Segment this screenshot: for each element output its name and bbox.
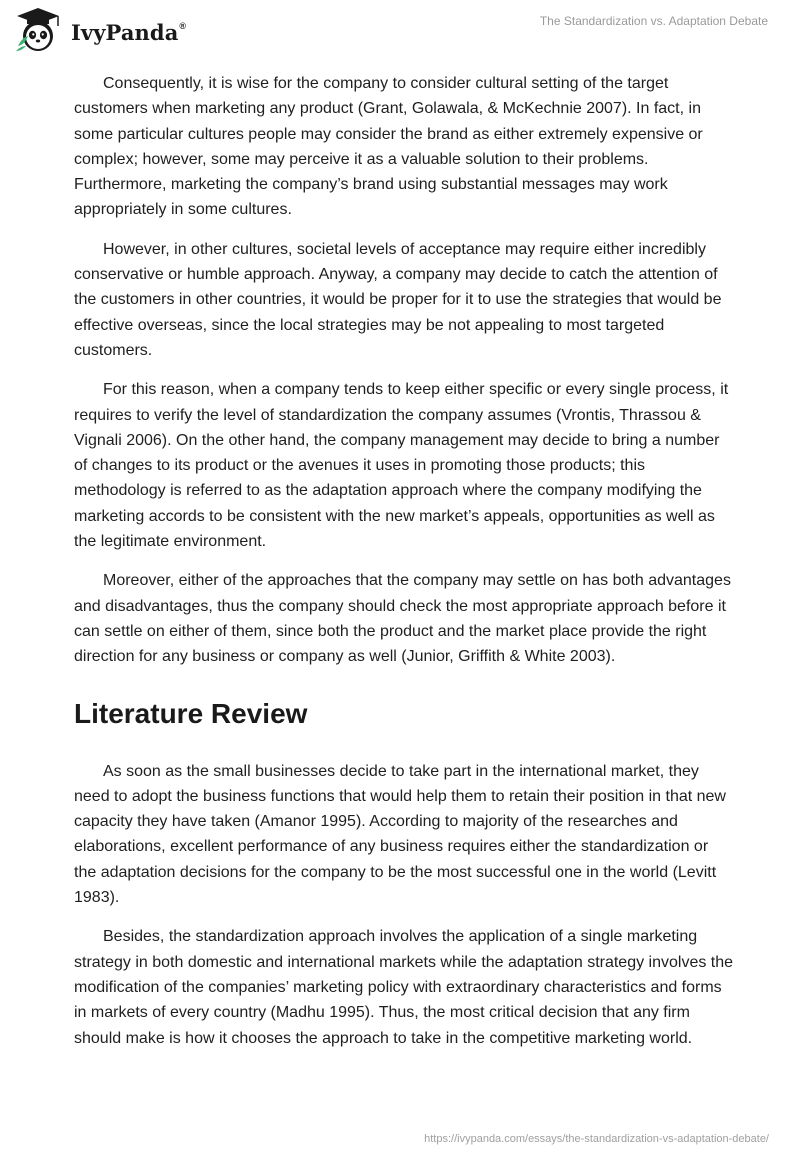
registered-mark: ® [179,20,187,31]
paragraph: Besides, the standardization approach involves the application of a single marketing strategy in both domestic and international markets while the adaptation strategy involves the modification of the companies’ marketing policy with extraordinary characteristics and forms in markets of every country (Madhu 1995). Thus, the most critical decision that any firm should make is how it chooses the approach to take in the competitive marketing world. [74,928,734,1047]
essay-body [74,71,734,1065]
brand-name: IvyPanda® [71,19,187,45]
document-title: The Standardization vs. Adaptation Debate [539,14,768,28]
ivypanda-logo[interactable] [14,6,186,54]
page-header [0,0,800,64]
paragraph: However, in other cultures, societal levels of acceptance may require either incredibly conservative or humble approach. Anyway, a company may decide to catch the attention of the customers in other countries, it would be proper for it to use the strategies that would be effective overseas, since the local strategies may be not appealing to most targeted customers. [74,240,722,359]
panda-graduate-icon [14,6,62,54]
paragraph: For this reason, when a company tends to keep either specific or every single process, it requires to verify the level of standardization the company assumes (Vrontis, Thrassou & Vignali 2006). On the other hand, the company management may decide to bring a number of changes to its product or the avenues it uses in promoting those products; this methodology is referred to as the adaptation approach where the company modifying the marketing accords to be consistent with the new market’s appeals, opportunities as well as the legitimate environment. [74,381,729,551]
paragraph: As soon as the small businesses decide to take part in the international market, they need to adopt the business functions that would help them to retain their position in that new capacity they have taken (Amanor 1995). According to majority of the researches and elaborations, excellent performance of any business requires either the standardization or the adaptation decisions for the company to be the most successful one in the world (Levitt 1983). [74,762,726,907]
section-heading-literature-review: Literature Review [74,697,308,729]
paragraph: Moreover, either of the approaches that the company may settle on has both advantages and disadvantages, thus the company should check the most appropriate approach before it can settle on either of them, since both the product and the market place provide the right direction for any business or company as well (Junior, Griffith & White 2003). [74,572,731,666]
paragraph: Consequently, it is wise for the company to consider cultural setting of the target customers when marketing any product (Grant, Golawala, & McKechnie 2007). In fact, in some particular cultures people may consider the brand as either extremely expensive or complex; however, some may perceive it as a valuable solution to their problems. Furthermore, marketing the company’s brand using substantial messages may work appropriately in some cultures. [74,75,703,219]
source-url-link[interactable]: https://ivypanda.com/essays/the-standardization-vs-adaptation-debate/ [424,1133,769,1145]
